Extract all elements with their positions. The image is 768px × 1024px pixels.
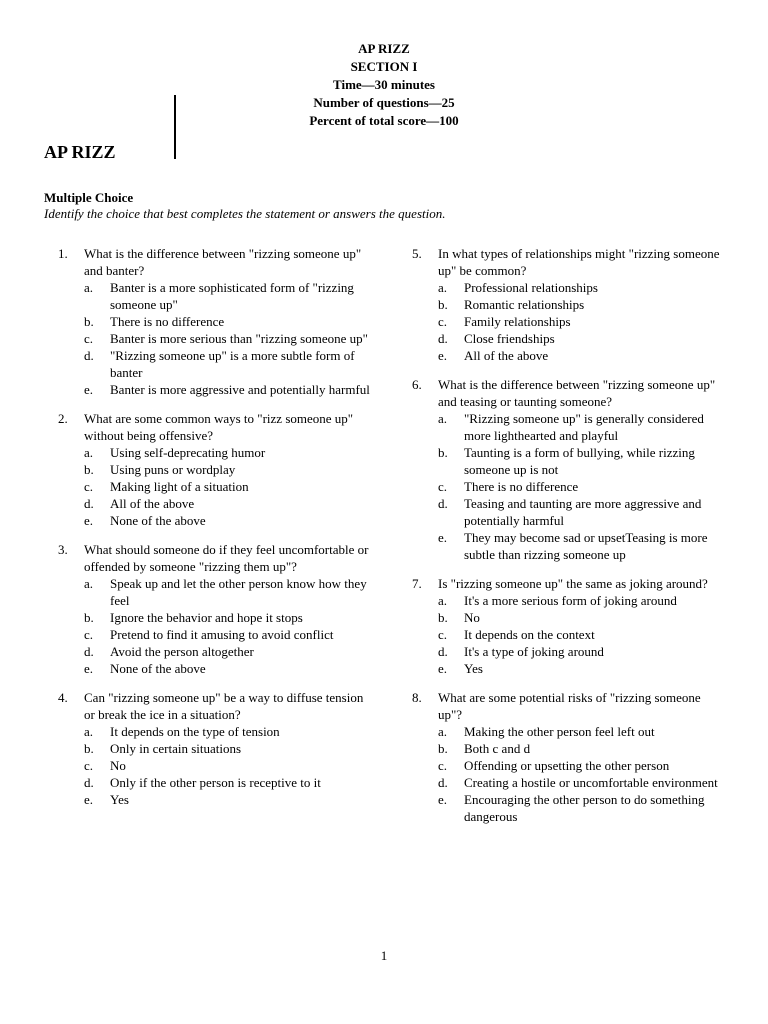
question-text: Is "rizzing someone up" the same as joking around?	[438, 576, 708, 591]
answer-option	[84, 461, 376, 478]
option-letter: e.	[84, 661, 94, 676]
answer-options	[84, 575, 376, 677]
option-letter: a.	[438, 724, 448, 739]
option-text: There is no difference	[110, 314, 225, 329]
question-text: What is the difference between "rizzing someone up" and banter?	[84, 246, 362, 278]
option-letter: d.	[438, 644, 448, 659]
option-letter: d.	[84, 348, 94, 363]
page-number: 1	[380, 948, 388, 963]
header-question-count: Number of questions—25	[313, 95, 455, 110]
answer-option	[438, 330, 730, 347]
answer-option	[438, 774, 730, 791]
answer-options	[84, 444, 376, 529]
option-letter: c.	[438, 314, 448, 329]
question-text: Can "rizzing someone up" be a way to diffuse tension or break the ice in a situation?	[84, 690, 364, 722]
option-text: Family relationships	[464, 314, 571, 329]
option-letter: e.	[84, 382, 94, 397]
answer-option	[438, 478, 730, 495]
option-letter: d.	[84, 496, 94, 511]
option-text: Taunting is a form of bullying, while rizzing someone up is not	[464, 445, 695, 477]
option-letter: c.	[438, 479, 448, 494]
answer-option	[438, 529, 730, 563]
question-row	[58, 410, 376, 444]
question-number: 2.	[58, 411, 68, 426]
question-row	[58, 245, 376, 279]
answer-option	[84, 313, 376, 330]
question	[412, 245, 730, 364]
option-text: All of the above	[464, 348, 549, 363]
question-row	[412, 689, 730, 723]
option-letter: b.	[438, 445, 448, 460]
option-letter: c.	[84, 479, 94, 494]
question-number: 3.	[58, 542, 68, 557]
option-letter: a.	[84, 576, 94, 591]
option-text: None of the above	[110, 513, 206, 528]
answer-option	[84, 347, 376, 381]
option-text: Only if the other person is receptive to it	[110, 775, 321, 790]
question	[58, 410, 376, 529]
question	[412, 575, 730, 677]
option-text: No	[110, 758, 126, 773]
question-row	[412, 376, 730, 410]
answer-options	[84, 723, 376, 808]
question-row	[412, 575, 730, 592]
option-text: All of the above	[110, 496, 195, 511]
instructions: Identify the choice that best completes the statement or answers the question.	[44, 206, 446, 221]
answer-option	[84, 330, 376, 347]
question-row	[58, 689, 376, 723]
answer-options	[438, 410, 730, 563]
option-text: "Rizzing someone up" is a more subtle form of banter	[110, 348, 355, 380]
questions-left-column	[58, 245, 376, 820]
question-row	[58, 541, 376, 575]
option-text: Speak up and let the other person know how they feel	[110, 576, 367, 608]
option-letter: b.	[84, 314, 94, 329]
answer-option	[438, 410, 730, 444]
option-text: Professional relationships	[464, 280, 598, 295]
option-text: Avoid the person altogether	[110, 644, 254, 659]
question	[412, 689, 730, 825]
answer-options	[84, 279, 376, 398]
answer-option	[438, 444, 730, 478]
option-text: Banter is more aggressive and potentially harmful	[110, 382, 370, 397]
option-letter: d.	[438, 496, 448, 511]
option-letter: e.	[438, 792, 448, 807]
option-text: Ignore the behavior and hope it stops	[110, 610, 303, 625]
option-letter: a.	[438, 411, 448, 426]
document-title: AP RIZZ	[44, 142, 116, 162]
option-letter: a.	[84, 280, 94, 295]
option-text: Offending or upsetting the other person	[464, 758, 670, 773]
option-letter: d.	[438, 331, 448, 346]
question-number: 6.	[412, 377, 422, 392]
answer-option	[84, 774, 376, 791]
answer-option	[84, 660, 376, 677]
option-text: None of the above	[110, 661, 206, 676]
option-letter: b.	[84, 610, 94, 625]
header-score-percent: Percent of total score—100	[309, 113, 459, 128]
option-letter: c.	[84, 331, 94, 346]
option-text: Only in certain situations	[110, 741, 242, 756]
option-letter: e.	[438, 348, 448, 363]
option-text: No	[464, 610, 480, 625]
answer-option	[84, 512, 376, 529]
option-letter: c.	[438, 758, 448, 773]
answer-option	[84, 381, 376, 398]
question-number: 7.	[412, 576, 422, 591]
answer-option	[84, 626, 376, 643]
option-letter: a.	[84, 724, 94, 739]
answer-options	[438, 279, 730, 364]
answer-option	[438, 279, 730, 296]
option-text: Yes	[464, 661, 483, 676]
header-section: SECTION I	[350, 59, 418, 74]
option-text: Encouraging the other person to do something dangerous	[464, 792, 705, 824]
option-text: Close friendships	[464, 331, 555, 346]
option-letter: d.	[84, 775, 94, 790]
answer-option	[438, 791, 730, 825]
option-text: There is no difference	[464, 479, 579, 494]
answer-option	[84, 575, 376, 609]
question-number: 5.	[412, 246, 422, 261]
option-text: It depends on the type of tension	[110, 724, 280, 739]
section-heading: Multiple Choice	[44, 190, 134, 205]
question-text: What is the difference between "rizzing someone up" and teasing or taunting someone?	[438, 377, 716, 409]
option-text: It depends on the context	[464, 627, 595, 642]
option-letter: d.	[84, 644, 94, 659]
questions-right-column	[412, 245, 730, 837]
answer-option	[438, 643, 730, 660]
question-text: What should someone do if they feel uncomfortable or offended by someone "rizzing them up"?	[84, 542, 369, 574]
option-text: Both c and d	[464, 741, 531, 756]
option-text: Banter is a more sophisticated form of "rizzing someone up"	[110, 280, 354, 312]
option-letter: b.	[84, 741, 94, 756]
question-text: What are some common ways to "rizz someone up" without being offensive?	[84, 411, 354, 443]
exam-header	[0, 40, 768, 130]
option-letter: e.	[438, 661, 448, 676]
question	[58, 541, 376, 677]
answer-option	[84, 740, 376, 757]
option-text: They may become sad or upsetTeasing is more subtle than rizzing someone up	[464, 530, 708, 562]
question	[58, 245, 376, 398]
question-row	[412, 245, 730, 279]
question-text: What are some potential risks of "rizzing someone up"?	[438, 690, 701, 722]
option-text: Banter is more serious than "rizzing someone up"	[110, 331, 368, 346]
question	[412, 376, 730, 563]
option-letter: b.	[438, 741, 448, 756]
option-text: Creating a hostile or uncomfortable environment	[464, 775, 718, 790]
answer-option	[84, 643, 376, 660]
answer-options	[438, 592, 730, 677]
option-letter: b.	[438, 297, 448, 312]
option-letter: a.	[438, 280, 448, 295]
option-text: It's a type of joking around	[464, 644, 604, 659]
answer-option	[438, 592, 730, 609]
option-text: Pretend to find it amusing to avoid conflict	[110, 627, 334, 642]
vertical-rule	[174, 95, 176, 159]
answer-option	[438, 495, 730, 529]
question-text: In what types of relationships might "rizzing someone up" be common?	[438, 246, 720, 278]
answer-option	[438, 296, 730, 313]
answer-option	[84, 723, 376, 740]
option-letter: c.	[84, 627, 94, 642]
option-letter: c.	[84, 758, 94, 773]
answer-option	[438, 313, 730, 330]
answer-option	[438, 723, 730, 740]
answer-option	[84, 757, 376, 774]
option-text: Making light of a situation	[110, 479, 249, 494]
option-text: "Rizzing someone up" is generally considered more lighthearted and playful	[464, 411, 704, 443]
question-number: 8.	[412, 690, 422, 705]
answer-option	[84, 791, 376, 808]
option-letter: b.	[84, 462, 94, 477]
answer-option	[438, 740, 730, 757]
answer-option	[438, 626, 730, 643]
answer-option	[84, 279, 376, 313]
header-time: Time—30 minutes	[333, 77, 435, 92]
answer-option	[438, 347, 730, 364]
question-number: 1.	[58, 246, 68, 261]
option-text: Using self-deprecating humor	[110, 445, 266, 460]
option-text: Using puns or wordplay	[110, 462, 236, 477]
answer-option	[438, 757, 730, 774]
answer-option	[84, 495, 376, 512]
answer-option	[438, 609, 730, 626]
option-letter: b.	[438, 610, 448, 625]
option-text: Teasing and taunting are more aggressive and potentially harmful	[464, 496, 702, 528]
answer-option	[84, 478, 376, 495]
question	[58, 689, 376, 808]
option-letter: d.	[438, 775, 448, 790]
option-text: It's a more serious form of joking around	[464, 593, 677, 608]
option-letter: a.	[84, 445, 94, 460]
answer-option	[84, 609, 376, 626]
answer-options	[438, 723, 730, 825]
question-number: 4.	[58, 690, 68, 705]
option-letter: e.	[84, 513, 94, 528]
header-title: AP RIZZ	[358, 41, 410, 56]
answer-option	[438, 660, 730, 677]
option-letter: c.	[438, 627, 448, 642]
option-text: Yes	[110, 792, 129, 807]
option-letter: e.	[438, 530, 448, 545]
answer-option	[84, 444, 376, 461]
option-letter: a.	[438, 593, 448, 608]
option-text: Making the other person feel left out	[464, 724, 655, 739]
option-letter: e.	[84, 792, 94, 807]
option-text: Romantic relationships	[464, 297, 585, 312]
